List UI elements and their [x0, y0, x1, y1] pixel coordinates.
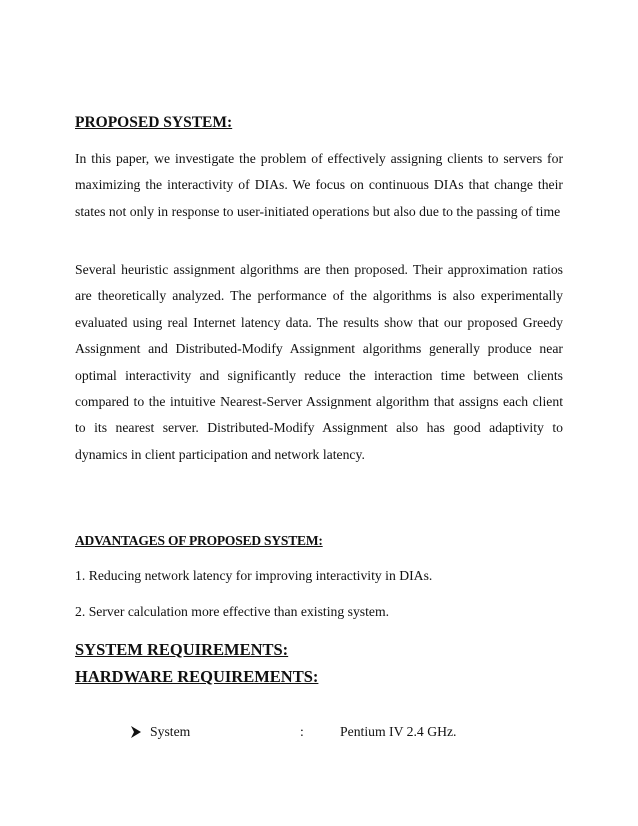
proposed-system-heading: PROPOSED SYSTEM: [75, 114, 233, 131]
requirement-row [0, 724, 638, 744]
arrow-bullet-icon [130, 724, 142, 740]
requirement-label: System [150, 724, 191, 739]
advantage-item: 2. Server calculation more effective than existing system. [75, 604, 390, 619]
requirement-value: Pentium IV 2.4 GHz. [340, 724, 457, 739]
requirement-separator: : [300, 724, 304, 739]
system-requirements-heading: SYSTEM REQUIREMENTS: [75, 640, 289, 659]
advantage-item: 1. Reducing network latency for improving interactivity in DIAs. [75, 568, 433, 583]
advantages-heading: ADVANTAGES OF PROPOSED SYSTEM: [75, 533, 323, 548]
proposed-system-paragraph-1: In this paper, we investigate the problem of effectively assigning clients to servers for maximizing the interactivity of DIAs. We focus on continuous DIAs that change their states not only in response to user-initiated operations but also due to the passing of time [75, 151, 563, 219]
proposed-system-paragraph-2: Several heuristic assignment algorithms are then proposed. Their approximation ratios are theoretically analyzed. The performance of the algorithms is also experimentally evaluated using real Internet latency data. The results show that our proposed Greedy Assignment and Distributed-Modify Assignment algorithms generally produce near optimal interactivity and significantly reduce the interaction time between clients compared to the intuitive Nearest-Server Assignment algorithm that assigns each client to its nearest server. Distributed-Modify Assignment also has good adaptivity to dynamics in client participation and network latency. [75, 262, 563, 462]
hardware-requirements-heading: HARDWARE REQUIREMENTS: [75, 667, 319, 686]
